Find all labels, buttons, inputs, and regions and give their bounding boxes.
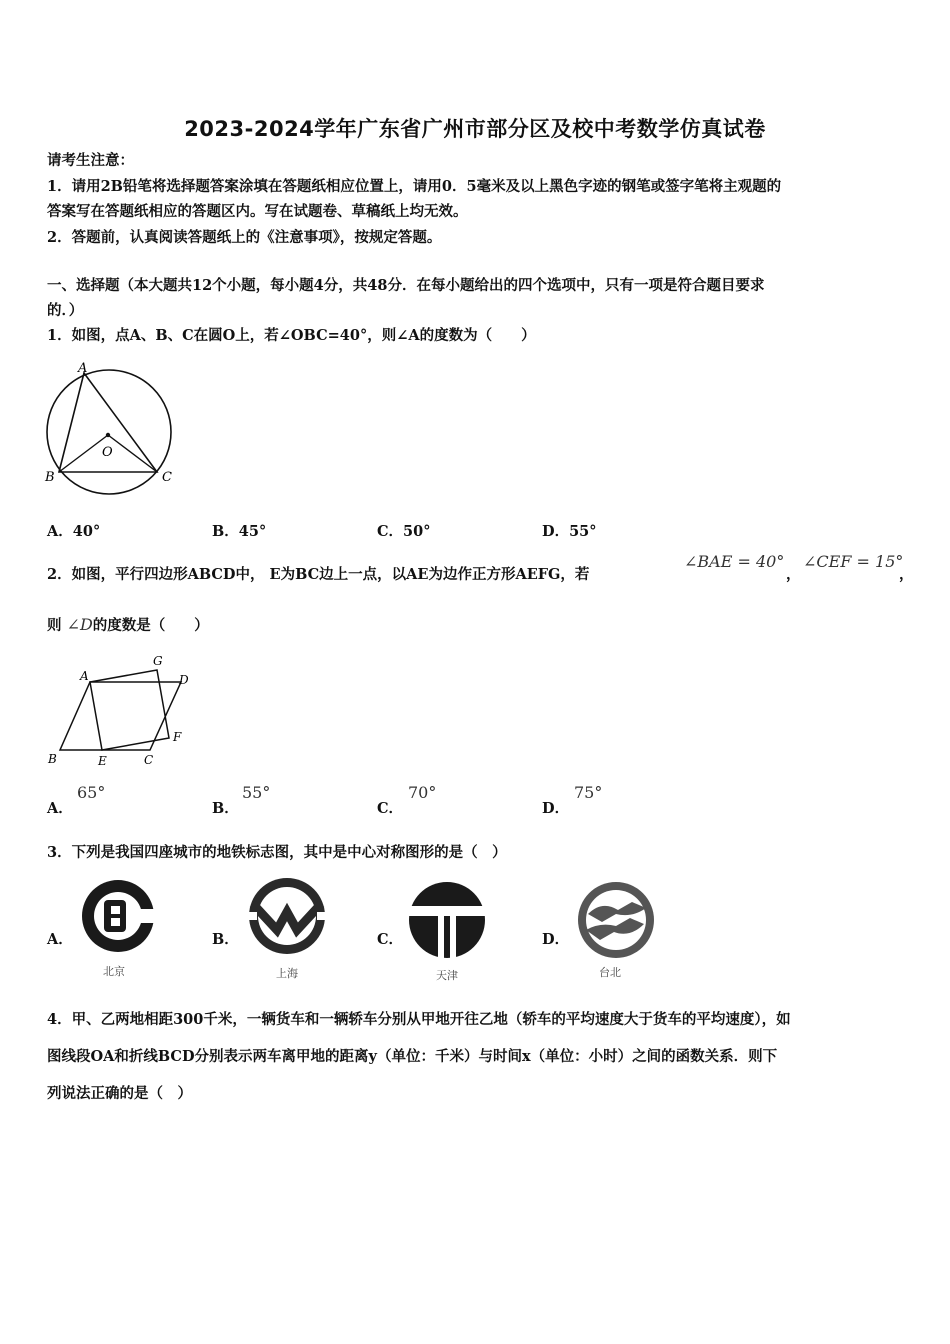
q1-option-b[interactable]: B．45° (212, 523, 267, 540)
taipei-metro-logo (572, 878, 660, 962)
label-f: F (173, 730, 182, 744)
shanghai-metro-logo (243, 874, 331, 960)
label-g: G (153, 654, 163, 668)
label-a: A (80, 669, 89, 683)
section-heading-line-2: 的．） (47, 302, 84, 319)
label-b: B (48, 752, 57, 766)
q3-option-c[interactable]: C． (377, 931, 404, 948)
notice-heading: 请考生注意： (47, 152, 134, 169)
q1-option-a[interactable]: A．40° (47, 523, 101, 540)
q3-caption-taipei: 台北 (599, 966, 621, 979)
section-heading-line-1: 一、选择题（本大题共12个小题，每小题4分，共48分．在每小题给出的四个选项中，只有一项是符合题目要求 (47, 277, 765, 294)
q2-comma-2: ， (899, 566, 914, 583)
q3-option-d[interactable]: D． (542, 931, 570, 948)
q1-stem: 1．如图，点A、B、C在圆O上，若∠OBC=40°，则∠A的度数为（ ） (47, 327, 536, 344)
label-e: E (98, 754, 107, 768)
q3-caption-beijing: 北京 (103, 965, 125, 978)
q2-parallelogram-figure (44, 652, 204, 772)
q3-caption-shanghai: 上海 (276, 967, 298, 980)
q3-stem: 3．下列是我国四座城市的地铁标志图，其中是中心对称图形的是（ ） (47, 844, 507, 861)
q2-option-b-value: 55° (242, 783, 271, 802)
label-o: O (102, 445, 113, 460)
q2-option-b[interactable]: B． (212, 800, 239, 817)
q2-option-c-value: 70° (408, 783, 437, 802)
q2-comma-1: ， (786, 566, 801, 583)
q2-option-a-value: 65° (77, 783, 106, 802)
q3-caption-tianjin: 天津 (436, 969, 458, 982)
q2-stem: 2．如图，平行四边形ABCD中， E为BC边上一点，以AE为边作正方形AEFG，若 (47, 566, 590, 583)
page-title: 2023-2024学年广东省广州市部分区及校中考数学仿真试卷 (184, 117, 766, 141)
notice-line-1a: 1．请用2B铅笔将选择题答案涂填在答题纸相应位置上，请用0．5毫米及以上黑色字迹的钢笔或签字笔将主观题的 (47, 178, 782, 195)
q3-option-b[interactable]: B． (212, 931, 239, 948)
notice-line-1b: 答案写在答题纸相应的答题区内。写在试题卷、草稿纸上均无效。 (47, 203, 468, 220)
tianjin-metro-logo (405, 878, 489, 962)
label-c: C (162, 470, 172, 485)
center-point (106, 433, 110, 437)
label-d: D (179, 673, 189, 687)
q3-option-a[interactable]: A． (47, 931, 73, 948)
q2-option-a[interactable]: A． (47, 800, 73, 817)
q1-option-d[interactable]: D．55° (542, 523, 597, 540)
q2-option-c[interactable]: C． (377, 800, 404, 817)
q2-option-d-value: 75° (574, 783, 603, 802)
notice-line-2: 2．答题前，认真阅读答题纸上的《注意事项》，按规定答题。 (47, 229, 442, 246)
q4-line-2: 图线段OA和折线BCD分别表示两车离甲地的距离y（单位：千米）与时间x（单位：小时）之间的函数关系．则下 (47, 1048, 778, 1065)
q1-option-c[interactable]: C．50° (377, 523, 431, 540)
q2-angle-d: ∠D (66, 615, 93, 634)
q4-line-3: 列说法正确的是（ ） (47, 1085, 192, 1102)
q2-condition-bae: ∠BAE = 40° (684, 552, 785, 571)
label-a: A (78, 361, 88, 376)
q1-circle-figure (44, 360, 182, 502)
label-b: B (45, 470, 55, 485)
segment-oc (108, 435, 157, 472)
circle-o (47, 370, 171, 494)
label-c: C (144, 753, 154, 767)
q2-stem-line-2: 则 ∠D的度数是（ ） (47, 615, 209, 634)
q4-line-1: 4．甲、乙两地相距300千米，一辆货车和一辆轿车分别从甲地开往乙地（轿车的平均速度大于货车的平均速度），如 (47, 1011, 791, 1028)
q2-condition-cef: ∠CEF = 15° (803, 552, 904, 571)
beijing-metro-logo (76, 876, 160, 958)
q2-option-d[interactable]: D． (542, 800, 570, 817)
